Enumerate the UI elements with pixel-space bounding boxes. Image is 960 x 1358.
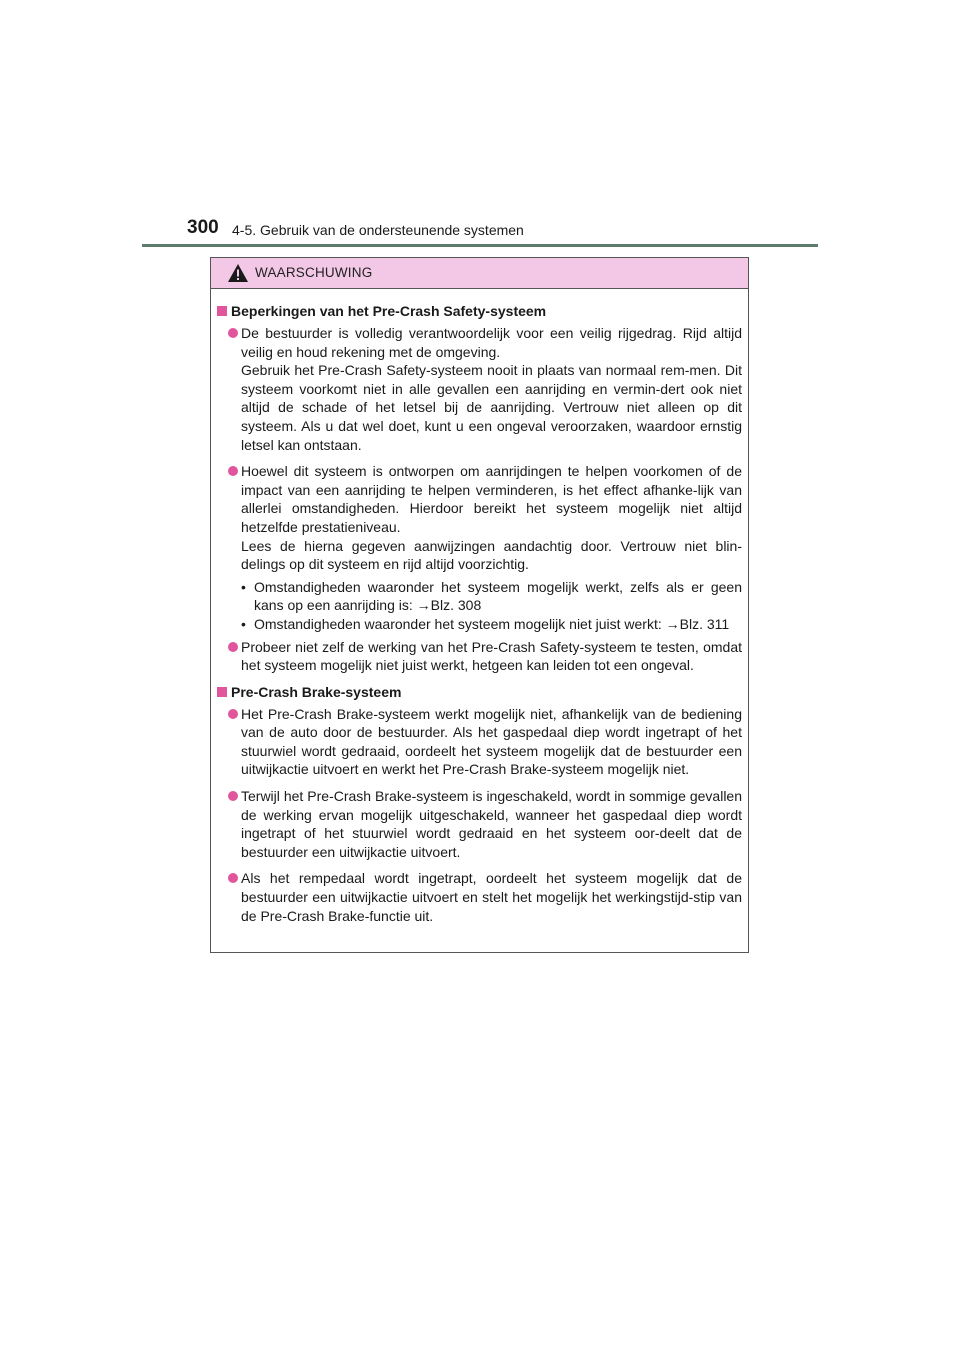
section-heading-text: Beperkingen van het Pre-Crash Safety-systeem (231, 303, 547, 319)
item-paragraph: Terwijl het Pre-Crash Brake-systeem is ingeschakeld, wordt in sommige gevallen de werking ervan mogelijk uitgeschakeld, wanneer het gaspedaal diep wordt ingetrapt of het stuurwiel wordt gedraaid en het systeem oor-deelt dat de bestuurder een uitwijkactie uitvoert. (241, 788, 742, 860)
dot-bullet-icon (228, 642, 238, 652)
item-paragraph: Probeer niet zelf de werking van het Pre-Crash Safety-systeem te testen, omdat het systeem mogelijk niet juist werkt, hetgeen kan leiden tot een ongeval. (241, 638, 742, 674)
warning-title: WAARSCHUWING (255, 265, 373, 280)
square-bullet-icon (217, 306, 227, 316)
sub-bullet-icon: • (241, 578, 246, 595)
warning-header (211, 258, 748, 289)
list-item (217, 324, 742, 454)
warning-triangle-icon (227, 263, 249, 283)
list-item (217, 869, 742, 925)
list-item (217, 462, 742, 574)
square-bullet-icon (217, 687, 227, 697)
sub-item-text: Omstandigheden waaronder het systeem mogelijk niet juist werkt: →Blz. 311 (254, 615, 730, 632)
page-number: 300 (187, 217, 219, 238)
sub-item-text: Omstandigheden waaronder het systeem mogelijk werkt, zelfs als er geen kans op een aanrijding is: →Blz. 308 (254, 578, 742, 614)
item-paragraph: Gebruik het Pre-Crash Safety-systeem nooit in plaats van normaal rem-men. Dit systeem voorkomt niet in alle gevallen een aanrijding en vermin-dert ook niet altijd de schade of het letsel bij de aanrijding. Vertrouw niet alleen op dit systeem. Als u dat wel doet, kunt u een ongeval veroorzaken, waardoor ernstig letsel kan ontstaan. (241, 362, 742, 453)
dot-bullet-icon (228, 328, 238, 338)
item-paragraph: Hoewel dit systeem is ontworpen om aanrijdingen te helpen voorkomen of de impact van een aanrijding te helpen verminderen, is het effect afhanke-lijk van allerlei omstandigheden. Hierdoor bereikt het systeem mogelijk niet altijd hetzelfde prestatieniveau. (241, 463, 742, 535)
dot-bullet-icon (228, 873, 238, 883)
sub-list-item (217, 578, 742, 615)
section-heading (217, 683, 742, 702)
item-paragraph: Als het rempedaal wordt ingetrapt, oordeelt het systeem mogelijk dat de bestuurder een uitwijkactie uitvoert en stelt het mogelijk het werkingstijd-stip van de Pre-Crash Brake-functie uit. (241, 870, 742, 924)
sub-bullet-icon: • (241, 615, 246, 632)
item-paragraph: Het Pre-Crash Brake-systeem werkt mogelijk niet, afhankelijk van de bediening van de auto door de bestuurder. Als het gaspedaal diep wordt ingetrapt of het stuurwiel wordt gedraaid, oordeelt het systeem mogelijk dat de bestuurder een uitwijkactie uitvoert en werkt het Pre-Crash Brake-systeem mogelijk niet. (241, 705, 742, 778)
sub-list-item (217, 615, 742, 634)
section-heading (217, 302, 742, 321)
list-item (217, 787, 742, 861)
header-rule (142, 244, 818, 247)
dot-bullet-icon (228, 791, 238, 801)
dot-bullet-icon (228, 709, 238, 719)
item-paragraph: De bestuurder is volledig verantwoordelijk voor een veilig rijgedrag. Rijd altijd veilig en houd rekening met de omgeving. (241, 325, 742, 360)
section-heading-text: Pre-Crash Brake-systeem (231, 683, 402, 700)
section-title: 4-5. Gebruik van de ondersteunende systemen (232, 222, 524, 238)
item-paragraph: Lees de hierna gegeven aanwijzingen aandachtig door. Vertrouw niet blin-delings op dit systeem en rijd altijd voorzichtig. (241, 537, 742, 573)
dot-bullet-icon (228, 466, 238, 476)
list-item (217, 638, 742, 675)
warning-box (210, 257, 749, 953)
warning-body (211, 289, 748, 925)
list-item (217, 705, 742, 779)
